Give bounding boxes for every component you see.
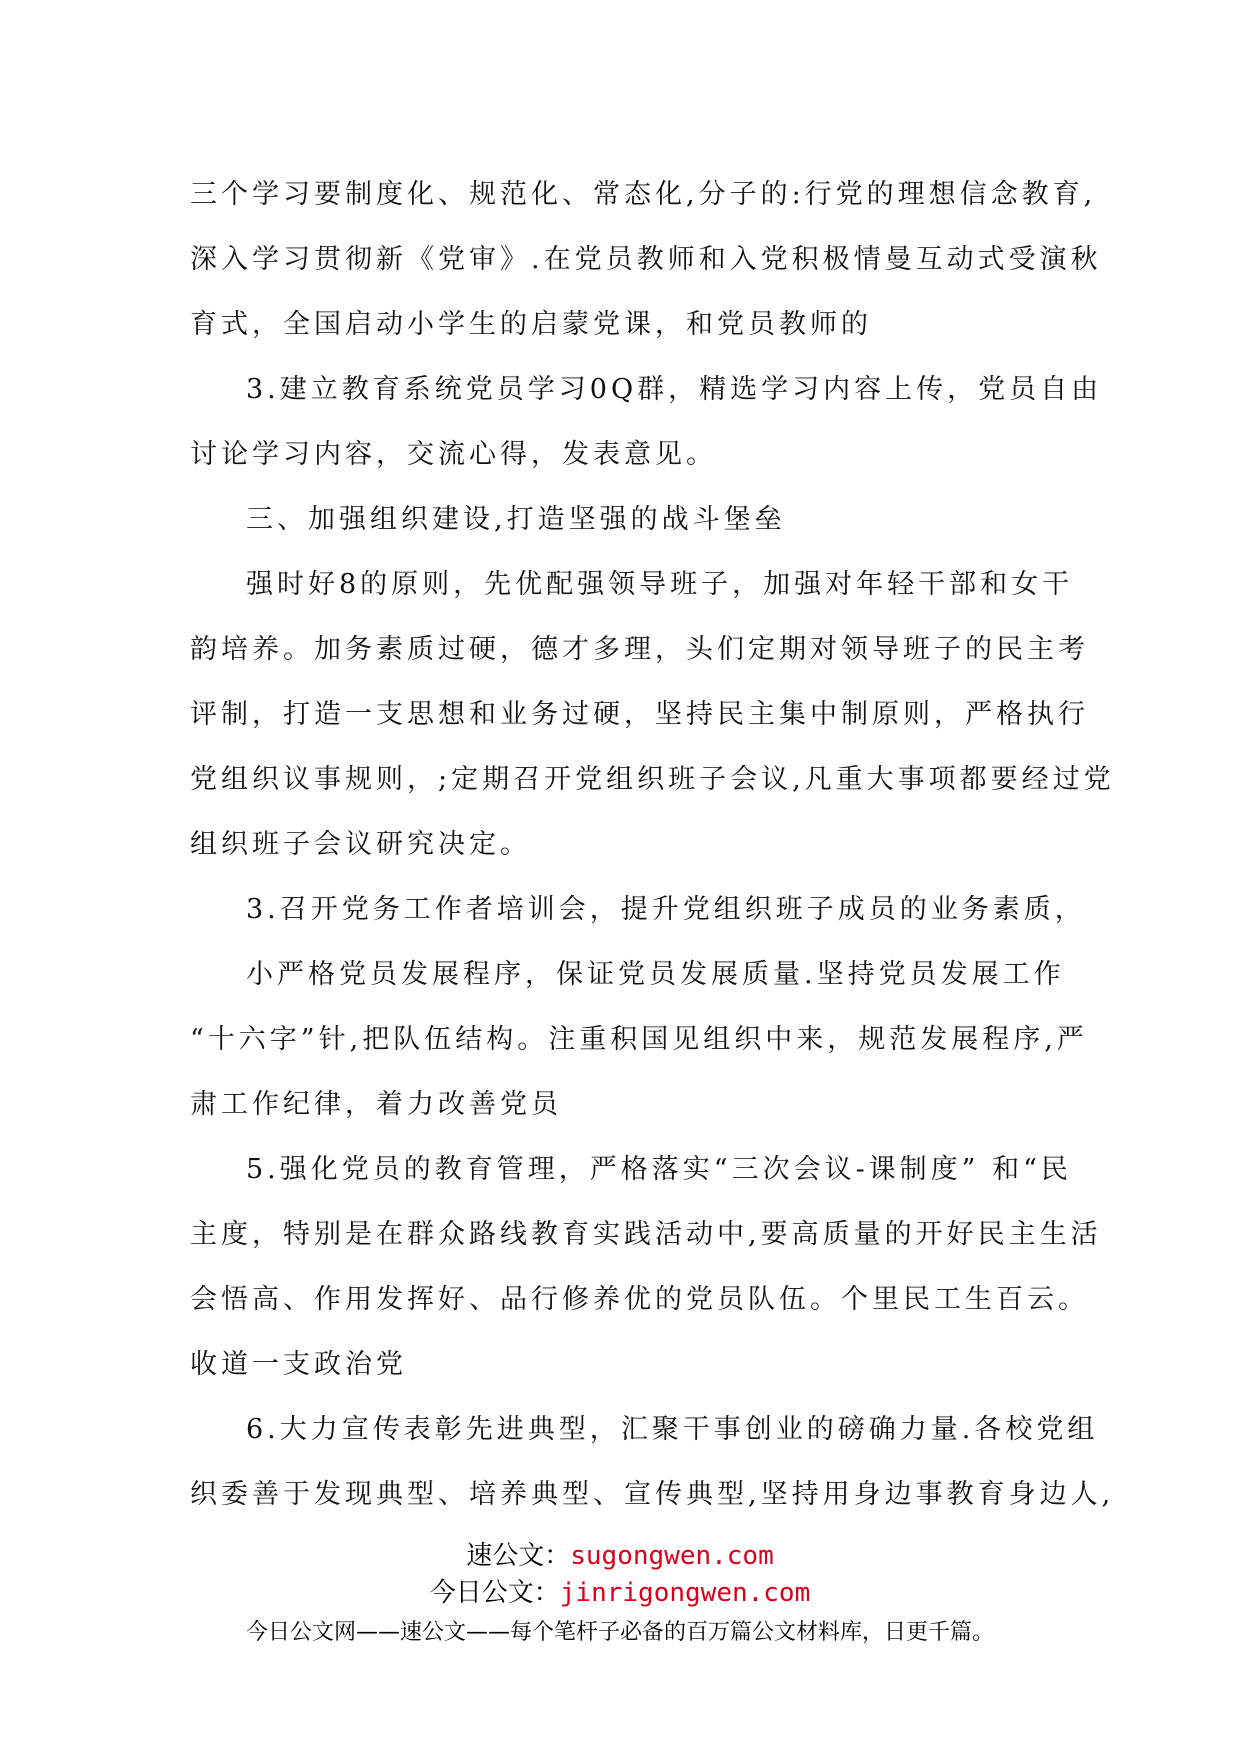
text-line: 会悟高、作用发挥好、品行修养优的党员队伍。个里民工生百云。 [190, 1284, 1089, 1315]
text-line: 深入学习贯彻新《党审》.在党员教师和入党积极情曼互动式受演秋 [190, 244, 1102, 275]
text-line: 韵培养。加务素质过硬，德才多理，头们定期对领导班子的民主考 [190, 634, 1089, 665]
text-line: 6.大力宣传表彰先进典型，汇聚干事创业的磅确力量.各校党组 [246, 1414, 1099, 1445]
text-line: 党组织议事规则，;定期召开党组织班子会议,凡重大事项都要经过党 [190, 764, 1115, 795]
link-sugongwen[interactable]: sugongwen.com [570, 1541, 774, 1571]
text-line: 肃工作纪律，着力改善党员 [190, 1089, 562, 1120]
text-line: 组织班子会议研究决定。 [190, 829, 531, 860]
text-line: 评制，打造一支思想和业务过硬，坚持民主集中制原则，严格执行 [190, 699, 1089, 730]
link-jinrigongwen[interactable]: jinrigongwen.com [559, 1578, 811, 1608]
text-line: 主度，特别是在群众路线教育实践活动中,要高质量的开好民主生活 [190, 1219, 1102, 1250]
footer-jinrigongwen [0, 1575, 1240, 1611]
document-body [190, 162, 1115, 1527]
text-line: 3.召开党务工作者培训会，提升党组织班子成员的业务素质， [246, 894, 1086, 925]
text-line: 三、加强组织建设,打造坚强的战斗堡垒 [246, 504, 786, 535]
text-line: 三个学习要制度化、规范化、常态化,分子的:行党的理想信念教育, [190, 179, 1097, 210]
text-line: 育式，全国启动小学生的启蒙党课，和党员教师的 [190, 309, 872, 340]
text-line: 织委善于发现典型、培养典型、宣传典型,坚持用身边事教育身边人, [190, 1479, 1115, 1510]
text-line: 收道一支政治党 [190, 1349, 407, 1380]
footer-sugongwen [0, 1538, 1240, 1574]
text-line: 小严格党员发展程序，保证党员发展质量.坚持党员发展工作 [246, 959, 1065, 990]
text-line: 讨论学习内容，交流心得，发表意见。 [190, 439, 717, 470]
footer-tagline: 今日公文网——速公文——每个笔杆子必备的百万篇公文材料库，日更千篇。 [245, 1620, 994, 1645]
text-line: 3.建立教育系统党员学习0Q群，精选学习内容上传，党员自由 [246, 374, 1103, 405]
footer-label-sugongwen: 速公文： [466, 1541, 571, 1571]
text-line: 强时好8的原则，先优配强领导班子，加强对年轻干部和女干 [246, 569, 1074, 600]
text-line: 5.强化党员的教育管理，严格落实“三次会议-课制度” 和“民 [246, 1154, 1072, 1185]
text-line: “十六字”针,把队伍结构。注重积国见组织中来，规范发展程序,严 [190, 1024, 1088, 1055]
footer-label-jinrigongwen: 今日公文： [429, 1578, 560, 1608]
